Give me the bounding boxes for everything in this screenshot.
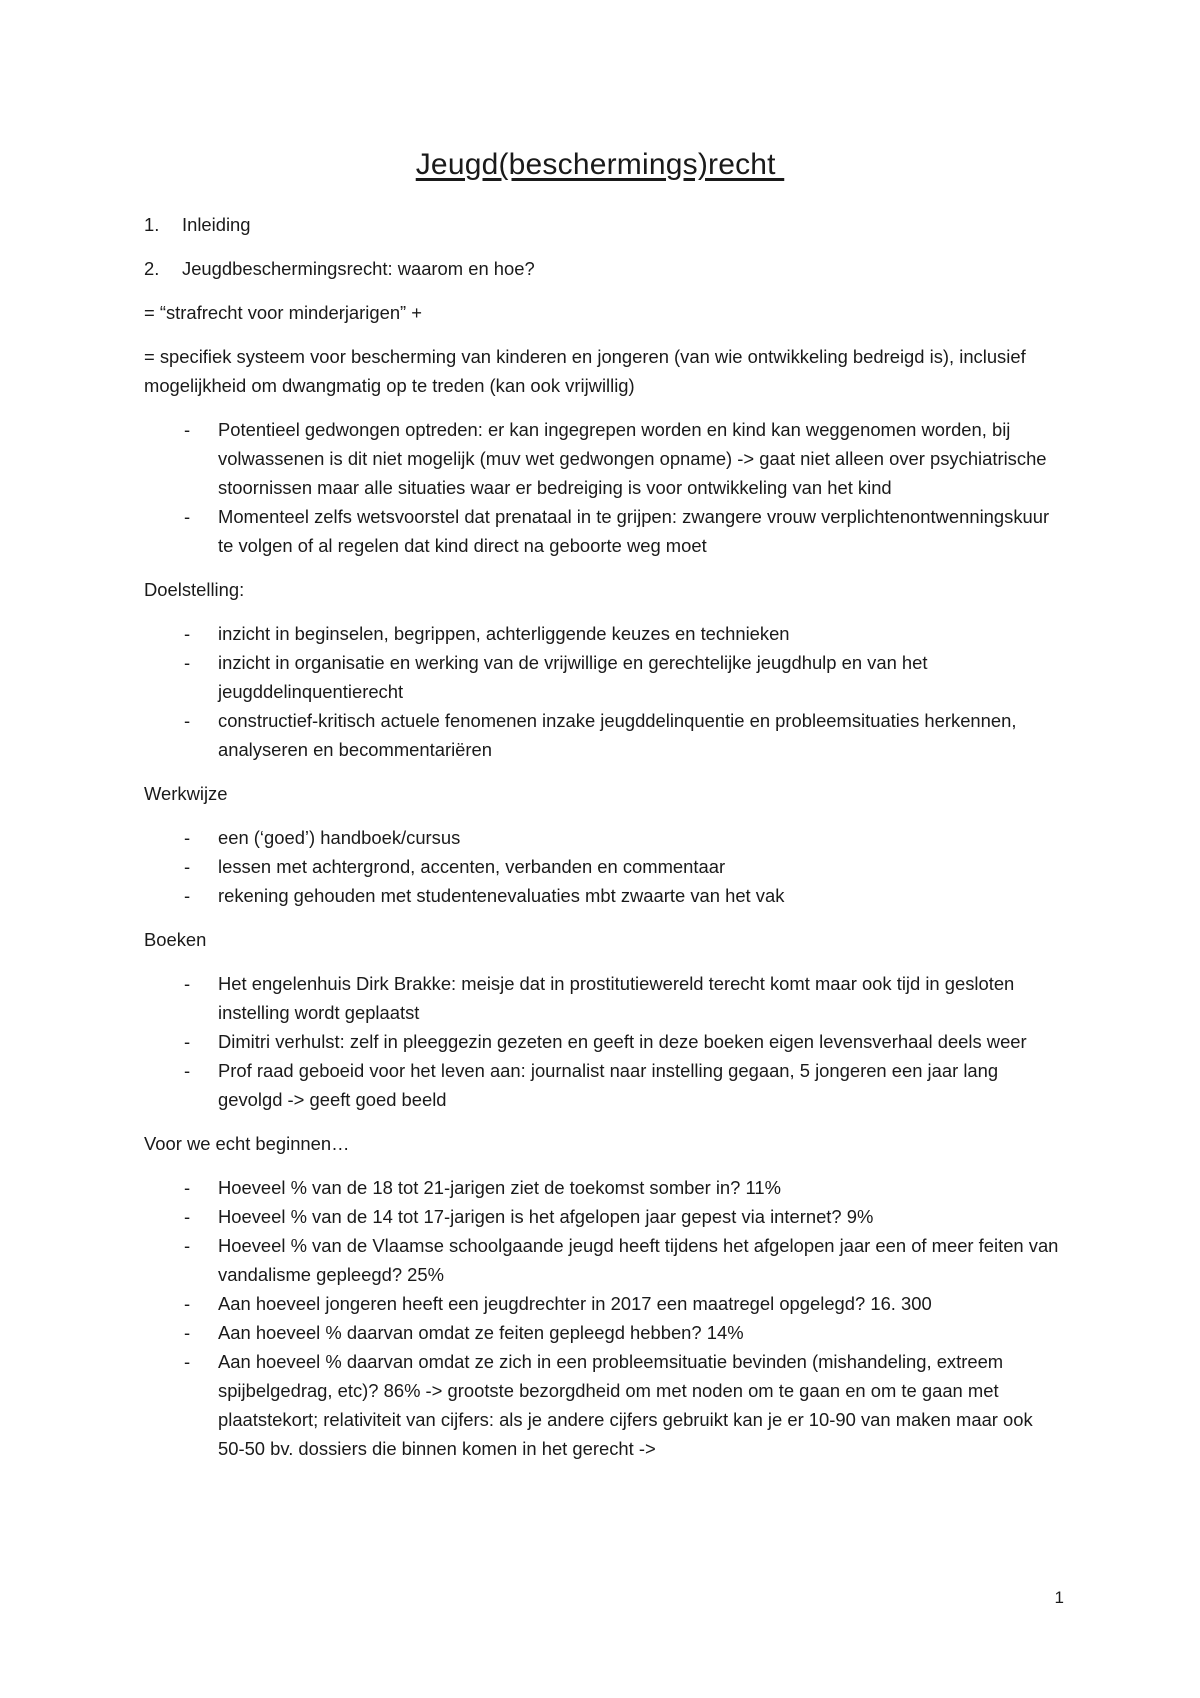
voor-we-list bbox=[144, 1173, 1064, 1463]
section-heading-1 bbox=[144, 210, 1064, 239]
list-item: - inzicht in organisatie en werking van de vrijwillige en gerechtelijke jeugdhulp en van het jeugddelinquentierecht bbox=[144, 648, 1064, 706]
list-item: - Aan hoeveel % daarvan omdat ze feiten gepleegd hebben? 14% bbox=[144, 1318, 1064, 1347]
list-item: - Dimitri verhulst: zelf in pleeggezin gezeten en geeft in deze boeken eigen levensverhaal deels weer bbox=[144, 1027, 1064, 1056]
dash-bullet: - bbox=[184, 1060, 191, 1081]
dash-bullet: - bbox=[184, 827, 191, 848]
list-item: - Prof raad geboeid voor het leven aan: journalist naar instelling gegaan, 5 jongeren een jaar lang gevolgd -> geeft goed beeld bbox=[144, 1056, 1064, 1114]
document-title: Jeugd(beschermings)recht bbox=[415, 148, 785, 181]
section-number: 1. bbox=[144, 214, 160, 235]
section-number: 2. bbox=[144, 258, 160, 279]
heading-doelstelling: Doelstelling: bbox=[144, 579, 245, 600]
doelstelling-list bbox=[144, 619, 1064, 764]
list-item: - rekening gehouden met studentenevaluaties mbt zwaarte van het vak bbox=[144, 881, 1064, 910]
dash-bullet: - bbox=[184, 885, 191, 906]
dash-bullet: - bbox=[184, 1235, 191, 1256]
list-item: - inzicht in beginselen, begrippen, achterliggende keuzes en technieken bbox=[144, 619, 1064, 648]
dash-bullet: - bbox=[184, 623, 191, 644]
dash-bullet: - bbox=[184, 419, 191, 440]
list-item: - lessen met achtergrond, accenten, verbanden en commentaar bbox=[144, 852, 1064, 881]
list-item: - constructief-kritisch actuele fenomenen inzake jeugddelinquentie en probleemsituaties herkennen, analyseren en becommentariëren bbox=[144, 706, 1064, 764]
heading-werkwijze: Werkwijze bbox=[144, 783, 228, 804]
dash-bullet: - bbox=[184, 506, 191, 527]
paragraph-specifiek-systeem: = specifiek systeem voor bescherming van kinderen en jongeren (van wie ontwikkeling bedreigd is), inclusief mogelijkheid om dwangmatig op te treden (kan ook vrijwillig) bbox=[144, 346, 1026, 396]
dash-bullet: - bbox=[184, 1293, 191, 1314]
list-item: - Aan hoeveel jongeren heeft een jeugdrechter in 2017 een maatregel opgelegd? 16. 300 bbox=[144, 1289, 1064, 1318]
page-number: 1 bbox=[1054, 1588, 1064, 1607]
list-item: - Potentieel gedwongen optreden: er kan ingegrepen worden en kind kan weggenomen worden, bij volwassenen is dit niet mogelijk (muv wet gedwongen opname) -> gaat niet alleen over psychiatrische stoornissen maar alle situaties waar er bedreiging is voor ontwikkeling van het kind bbox=[144, 415, 1064, 502]
paragraph-strafrecht: = “strafrecht voor minderjarigen” + bbox=[144, 302, 423, 323]
list-item: - Hoeveel % van de Vlaamse schoolgaande jeugd heeft tijdens het afgelopen jaar een of meer feiten van vandalisme gepleegd? 25% bbox=[144, 1231, 1064, 1289]
dash-bullet: - bbox=[184, 652, 191, 673]
dash-bullet: - bbox=[184, 710, 191, 731]
dash-bullet: - bbox=[184, 1322, 191, 1343]
dash-bullet: - bbox=[184, 1031, 191, 1052]
dash-bullet: - bbox=[184, 1177, 191, 1198]
section-heading-2 bbox=[144, 254, 1064, 283]
section-label: Jeugdbeschermingsrecht: waarom en hoe? bbox=[182, 258, 535, 279]
list-item: - een (‘goed’) handboek/cursus bbox=[144, 823, 1064, 852]
dash-bullet: - bbox=[184, 1351, 191, 1372]
list-item: - Hoeveel % van de 14 tot 17-jarigen is het afgelopen jaar gepest via internet? 9% bbox=[144, 1202, 1064, 1231]
dash-bullet: - bbox=[184, 973, 191, 994]
heading-voor-we-echt-beginnen: Voor we echt beginnen… bbox=[144, 1133, 350, 1154]
intro-list bbox=[144, 415, 1064, 560]
document-body bbox=[144, 210, 1064, 1478]
werkwijze-list bbox=[144, 823, 1064, 910]
heading-boeken: Boeken bbox=[144, 929, 207, 950]
dash-bullet: - bbox=[184, 1206, 191, 1227]
list-item: - Momenteel zelfs wetsvoorstel dat prenataal in te grijpen: zwangere vrouw verplichtenontwenningskuur te volgen of al regelen dat kind direct na geboorte weg moet bbox=[144, 502, 1064, 560]
boeken-list bbox=[144, 969, 1064, 1114]
list-item: - Hoeveel % van de 18 tot 21-jarigen ziet de toekomst somber in? 11% bbox=[144, 1173, 1064, 1202]
section-label: Inleiding bbox=[182, 214, 251, 235]
dash-bullet: - bbox=[184, 856, 191, 877]
list-item: - Aan hoeveel % daarvan omdat ze zich in een probleemsituatie bevinden (mishandeling, extreem spijbelgedrag, etc)? 86% -> grootste bezorgdheid om met noden om te gaan en om te gaan met plaatstekort; relativiteit van cijfers: als je andere cijfers gebruikt kan je er 10-90 van maken maar ook 50-50 bv. dossiers die binnen komen in het gerecht -> bbox=[144, 1347, 1064, 1463]
list-item: - Het engelenhuis Dirk Brakke: meisje dat in prostitutiewereld terecht komt maar ook tijd in gesloten instelling wordt geplaatst bbox=[144, 969, 1064, 1027]
